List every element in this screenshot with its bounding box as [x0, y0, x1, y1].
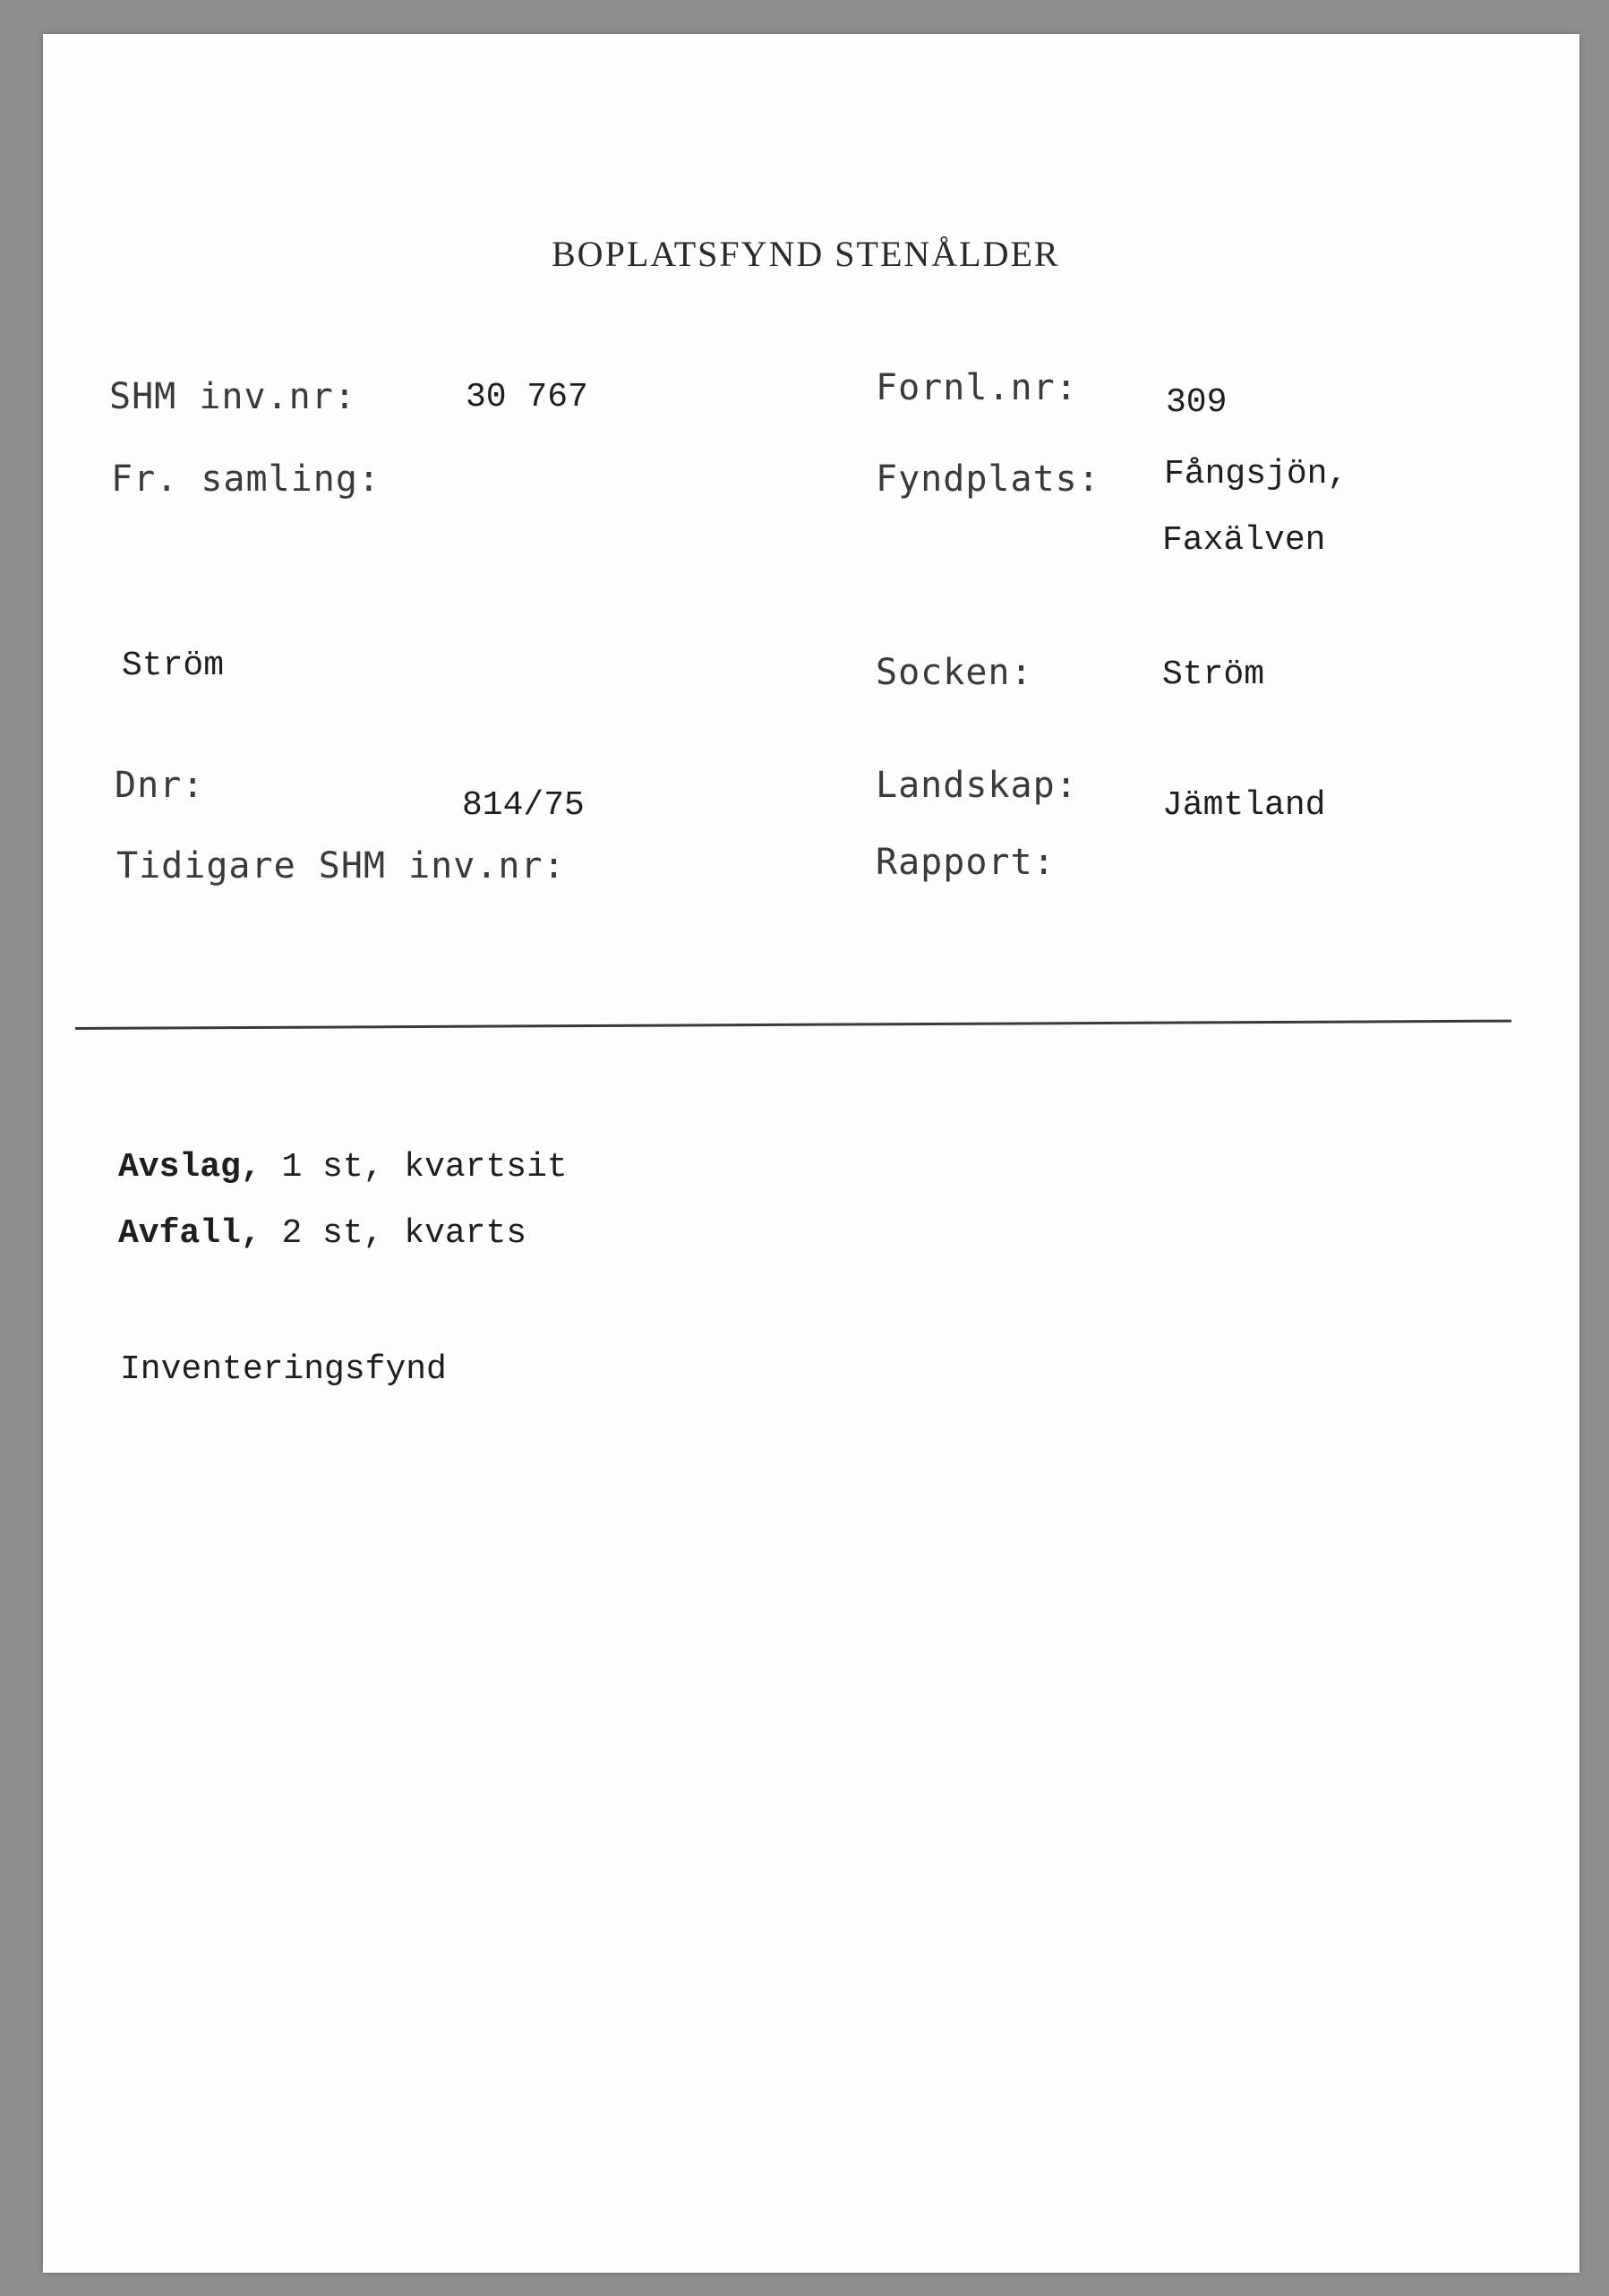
shm-inv-value: 30 767: [466, 378, 588, 416]
socken-value: Ström: [1162, 655, 1265, 694]
item-detail: 1 st, kvartsit: [261, 1148, 568, 1187]
dnr-label: Dnr:: [115, 765, 205, 806]
item-name: Avfall,: [118, 1214, 261, 1253]
tidigare-label: Tidigare SHM inv.nr:: [116, 845, 566, 887]
landskap-label: Landskap:: [876, 765, 1078, 806]
item-name: Avslag,: [118, 1148, 261, 1187]
fyndplats-value-1: Fångsjön,: [1164, 455, 1348, 493]
fyndplats-value-2: Faxälven: [1162, 521, 1326, 560]
item-avslag: [118, 1148, 568, 1187]
card-title: BOPLATSFYND STENÅLDER: [552, 234, 1060, 274]
item-detail: 2 st, kvarts: [261, 1214, 527, 1253]
note-text: Inventeringsfynd: [120, 1350, 447, 1389]
dnr-value: 814/75: [462, 786, 585, 825]
rapport-label: Rapport:: [876, 842, 1056, 883]
fornl-label: Fornl.nr:: [876, 367, 1078, 408]
fr-samling-label: Fr. samling:: [111, 458, 381, 500]
fyndplats-label: Fyndplats:: [876, 458, 1100, 500]
item-avfall: [118, 1214, 526, 1253]
shm-inv-label: SHM inv.nr:: [109, 376, 356, 417]
fornl-value: 309: [1166, 383, 1228, 422]
socken-label: Socken:: [876, 652, 1033, 693]
left-place-value: Ström: [122, 647, 225, 685]
landskap-value: Jämtland: [1162, 786, 1326, 825]
